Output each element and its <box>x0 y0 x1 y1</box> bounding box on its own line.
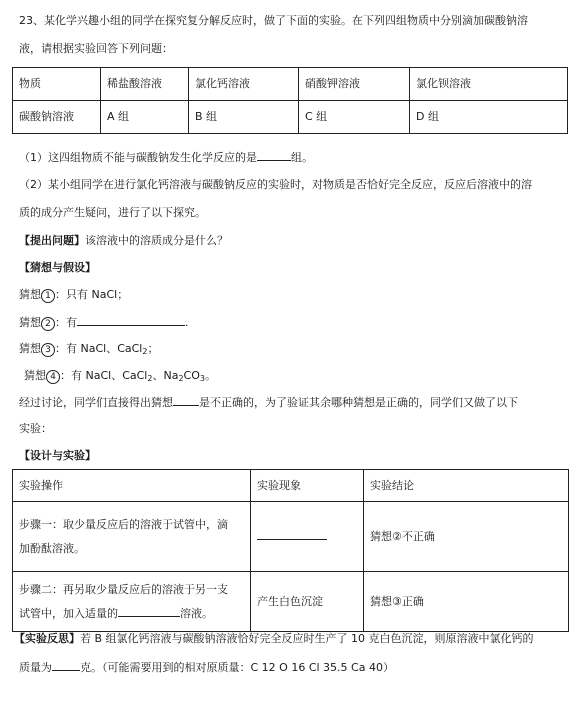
guess-4: 猜想 4 ：有 NaCl、CaCl$_2$、$Na_2CO_3$。 <box>24 369 216 383</box>
guess-text: ：有 NaCl、CaCl <box>55 342 143 355</box>
circled-number: 4 <box>46 370 60 384</box>
guess-label: 猜想 <box>19 342 41 355</box>
discussion-tail: 是不正确的，为了验证其余哪种猜想是正确的，同学们又做了以下 <box>199 396 518 409</box>
reflection-line-1 <box>14 632 534 646</box>
guess-mid: 、Na <box>152 369 179 382</box>
guess-2: 猜想 2 ：有 . <box>19 316 189 329</box>
table-cell: 猜想③正确 <box>364 572 569 632</box>
ask-line <box>19 234 228 248</box>
table-cell: 猜想②不正确 <box>364 502 569 572</box>
table-cell: 氯化钡溶液 <box>410 68 568 101</box>
circled-number: 1 <box>41 289 55 303</box>
guess-text: ：有 NaCl、CaCl <box>60 369 148 382</box>
table-header: 实验现象 <box>251 470 364 502</box>
table-row <box>13 502 569 572</box>
step-text: 试管中，加入适量的 <box>19 606 118 620</box>
table-cell: 物质 <box>13 68 101 101</box>
answer-blank <box>257 150 291 161</box>
answer-blank <box>52 660 80 671</box>
step-text: 步骤二：再另取少量反应后的溶液于另一支 <box>19 582 228 596</box>
table-cell: 氯化钙溶液 <box>189 68 299 101</box>
q1-tail: 组。 <box>291 151 313 164</box>
table-cell: A 组 <box>101 101 189 134</box>
q2-line-1: （2）某小组同学在进行氯化钙溶液与碳酸钠反应的实验时，对物质是否恰好完全反应，反应后溶液中的溶 <box>19 178 532 191</box>
guess-label: 猜想 <box>19 288 41 301</box>
ask-tag: 【提出问题】 <box>19 234 85 247</box>
table-row <box>13 470 569 502</box>
q1-text: （1）这四组物质不能与碳酸钠发生化学反应的是 <box>19 151 257 164</box>
table-cell: C 组 <box>299 101 410 134</box>
table-cell <box>13 572 251 632</box>
table-cell: 硝酸钾溶液 <box>299 68 410 101</box>
discussion-line-2: 实验： <box>19 422 52 435</box>
experiment-table <box>12 469 569 632</box>
question-intro-2: 液，请根据实验回答下列问题： <box>19 42 173 55</box>
circled-number: 2 <box>41 317 55 331</box>
guess-text: ：有 <box>55 316 77 329</box>
reflection-line-2 <box>19 660 394 675</box>
discussion-line <box>19 395 518 410</box>
answer-blank <box>118 606 180 617</box>
circled-number: 3 <box>41 343 55 357</box>
table-cell: B 组 <box>189 101 299 134</box>
table-row <box>13 68 568 101</box>
discussion-text: 经过讨论，同学们直接得出猜想 <box>19 396 173 409</box>
reflection-text: 质量为 <box>19 661 52 674</box>
question-intro-1: 23、某化学兴趣小组的同学在探究复分解反应时，做了下面的实验。在下列四组物质中分别滴加碳酸钠溶 <box>19 14 528 27</box>
table-header: 实验结论 <box>364 470 569 502</box>
table-row <box>13 101 568 134</box>
table-cell <box>251 502 364 572</box>
reflection-tag: 【实验反思】 <box>14 632 80 645</box>
guess-tail: CO <box>183 369 200 382</box>
answer-blank <box>257 529 327 540</box>
reflection-text: 若 B 组氯化钙溶液与碳酸钠溶液恰好完全反应时生产了 10 克白色沉淀，则原溶液中氯化钙的 <box>80 632 534 645</box>
guess-3: 猜想 3 ：有 NaCl、CaCl$_2$； <box>19 342 159 356</box>
table-cell: D 组 <box>410 101 568 134</box>
answer-blank <box>77 315 185 326</box>
guess-tail: ； <box>147 342 159 355</box>
design-title: 【设计与实验】 <box>19 449 96 462</box>
table-header: 实验操作 <box>13 470 251 502</box>
step-text: 加酚酞溶液。 <box>19 541 85 555</box>
step-text: 溶液。 <box>180 606 213 620</box>
reagent-table <box>12 67 568 134</box>
table-cell <box>13 502 251 572</box>
ask-text: 该溶液中的溶质成分是什么？ <box>85 234 228 247</box>
hypothesis-title: 【猜想与假设】 <box>19 261 96 274</box>
guess-text: ：只有 NaCl； <box>55 288 129 301</box>
table-row <box>13 572 569 632</box>
step-text: 步骤一：取少量反应后的溶液于试管中，滴 <box>19 517 228 531</box>
guess-end: 。 <box>204 369 216 382</box>
guess-label: 猜想 <box>19 316 41 329</box>
answer-blank <box>173 395 199 406</box>
table-cell: 稀盐酸溶液 <box>101 68 189 101</box>
table-cell: 产生白色沉淀 <box>251 572 364 632</box>
table-cell: 碳酸钠溶液 <box>13 101 101 134</box>
q2-line-2: 质的成分产生疑问，进行了以下探究。 <box>19 206 206 219</box>
reflection-text: 克。（可能需要用到的相对原质量：C 12 O 16 Cl 35.5 Ca 40） <box>80 661 394 674</box>
q1-line <box>19 150 313 165</box>
guess-1 <box>19 288 128 303</box>
guess-label: 猜想 <box>24 369 46 382</box>
